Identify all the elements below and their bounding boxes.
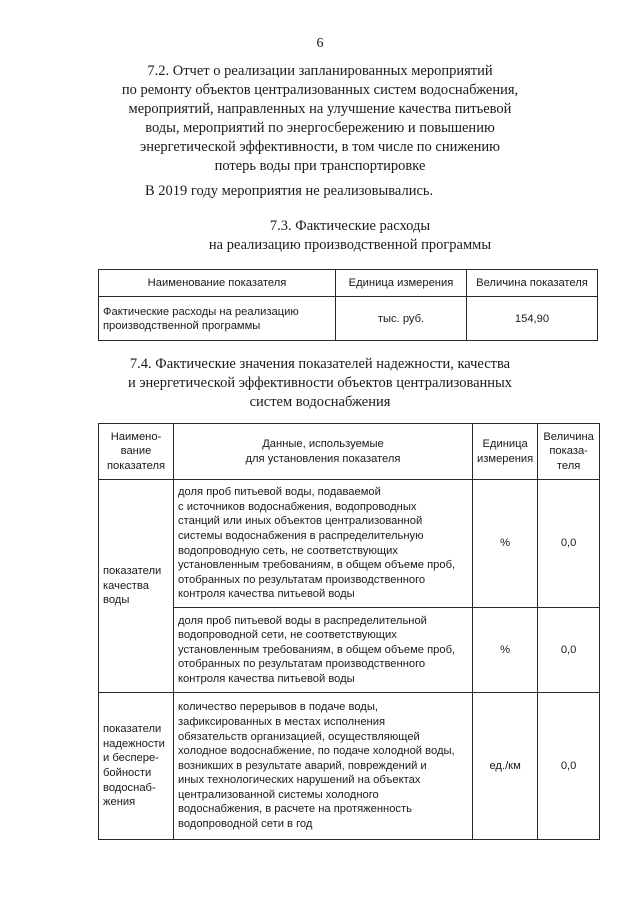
data-line: установленным требованиям, в общем объеме проб, — [178, 559, 456, 572]
section-7-2-title-line: энергетической эффективности, в том числе по снижению — [139, 139, 501, 155]
section-7-2-title — [60, 62, 580, 176]
header-line: показа- — [549, 445, 588, 458]
group-name-line: бойности — [103, 767, 152, 779]
section-7-2-title-line: воды, мероприятий по энергосбережению и повышению — [145, 120, 495, 136]
unit-cell: ед./км — [473, 693, 538, 840]
data-cell — [174, 693, 473, 840]
section-7-4-title-line: 7.4. Фактические значения показателей надежности, качества — [129, 356, 511, 372]
data-line: возникших в результате аварий, повреждений и — [178, 759, 427, 772]
section-7-2-text: В 2019 году мероприятия не реализовывались. — [145, 183, 434, 199]
section-7-4-title — [60, 355, 580, 412]
header-cell-name: Наименование показателя — [99, 270, 336, 297]
header-cell-unit — [473, 424, 538, 480]
group-name-line: жения — [103, 796, 136, 809]
data-line: контроля качества питьевой воды — [178, 588, 355, 601]
section-7-4-title-line: систем водоснабжения — [249, 394, 391, 410]
header-line: теля — [556, 459, 581, 472]
header-line: вание — [120, 445, 152, 458]
header-line: Величина — [543, 430, 594, 443]
section-7-2-title-line: потерь воды при транспортировке — [214, 158, 426, 174]
value-cell: 0,0 — [538, 693, 600, 840]
header-line: Данные, используемые — [262, 437, 384, 450]
data-line: зафиксированных в местах исполнения — [178, 715, 386, 728]
unit-cell: % — [473, 480, 538, 608]
data-line: холодное водоснабжение, по подаче холодной воды, — [178, 745, 455, 758]
value-cell: 0,0 — [538, 480, 600, 608]
data-line: контроля качества питьевой воды — [178, 672, 355, 685]
data-line: обязательств организацией, осуществляющей — [178, 730, 420, 743]
data-line: с источников водоснабжения, водопроводных — [178, 500, 417, 513]
header-cell-name — [99, 424, 174, 480]
group-name-line: и беспере- — [103, 752, 159, 765]
section-7-2-title-line: по ремонту объектов централизованных систем водоснабжения, — [121, 82, 519, 98]
header-cell-data — [174, 424, 473, 480]
group-name-line: водоснаб- — [103, 781, 156, 794]
data-line: централизованной системы холодного — [178, 788, 379, 801]
data-cell — [174, 480, 473, 608]
header-cell-value: Величина показателя — [467, 270, 598, 297]
table-row — [99, 608, 600, 693]
indicators-table — [98, 423, 600, 840]
header-line: показателя — [106, 459, 166, 472]
unit-cell: % — [473, 608, 538, 693]
table-row — [99, 297, 598, 341]
group-name-line: надежности — [103, 737, 165, 750]
section-7-2-title-line: мероприятий, направленных на улучшение качества питьевой — [128, 101, 512, 117]
header-cell-unit: Единица измерения — [336, 270, 467, 297]
data-line: количество перерывов в подаче воды, — [178, 701, 378, 714]
data-line: доля проб питьевой воды в распределительной — [178, 614, 427, 627]
table-row — [99, 480, 600, 608]
data-line: доля проб питьевой воды, подаваемой — [178, 486, 381, 499]
section-7-3-title-line: на реализацию производственной программы — [208, 237, 492, 253]
section-7-3-title-line: 7.3. Фактические расходы — [269, 218, 431, 234]
group-name-cell — [99, 693, 174, 840]
expenses-table — [98, 269, 598, 341]
table-header-row — [99, 270, 598, 297]
section-7-3-title — [150, 217, 550, 255]
table-header-row — [99, 424, 600, 480]
data-line: установленным требованиям, в общем объеме проб, — [178, 643, 456, 656]
header-line: Наимено- — [110, 430, 162, 443]
page-number: 6 — [316, 36, 324, 51]
table-row — [99, 693, 600, 840]
data-line: водопроводную сеть, не соответствующих — [178, 544, 398, 557]
group-name-line: показатели — [103, 723, 162, 736]
data-cell — [174, 608, 473, 693]
header-cell-value — [538, 424, 600, 480]
data-line: водоснабжения, в расчете на протяженность — [178, 803, 412, 816]
row-name-cell — [99, 297, 336, 341]
group-name-cell — [99, 480, 174, 693]
group-name-line: показатели — [103, 565, 162, 578]
section-7-2-title-line: 7.2. Отчет о реализации запланированных мероприятий — [147, 63, 493, 79]
group-name-line: качества — [103, 579, 149, 592]
data-line: отобранных по результатам производственного — [178, 573, 426, 586]
data-line: иных технологических нарушений на объектах — [178, 774, 421, 787]
data-line: отобранных по результатам производственного — [178, 658, 426, 671]
header-line: Единица — [482, 437, 528, 450]
data-line: станций или иных объектов централизованной — [178, 515, 423, 528]
row-name-line: Фактические расходы на реализацию — [103, 305, 299, 318]
group-name-line: воды — [103, 594, 130, 607]
data-line: водопроводной сети, не соответствующих — [178, 629, 397, 642]
row-unit-cell: тыс. руб. — [336, 297, 467, 341]
section-7-4-title-line: и энергетической эффективности объектов централизованных — [127, 375, 513, 391]
header-line: измерения — [477, 452, 534, 465]
row-name-line: производственной программы — [103, 319, 261, 332]
row-value-cell: 154,90 — [467, 297, 598, 341]
value-cell: 0,0 — [538, 608, 600, 693]
data-line: системы водоснабжения в распределительную — [178, 529, 424, 542]
data-line: водопроводной сети в год — [178, 818, 313, 831]
header-line: для установления показателя — [245, 452, 401, 465]
